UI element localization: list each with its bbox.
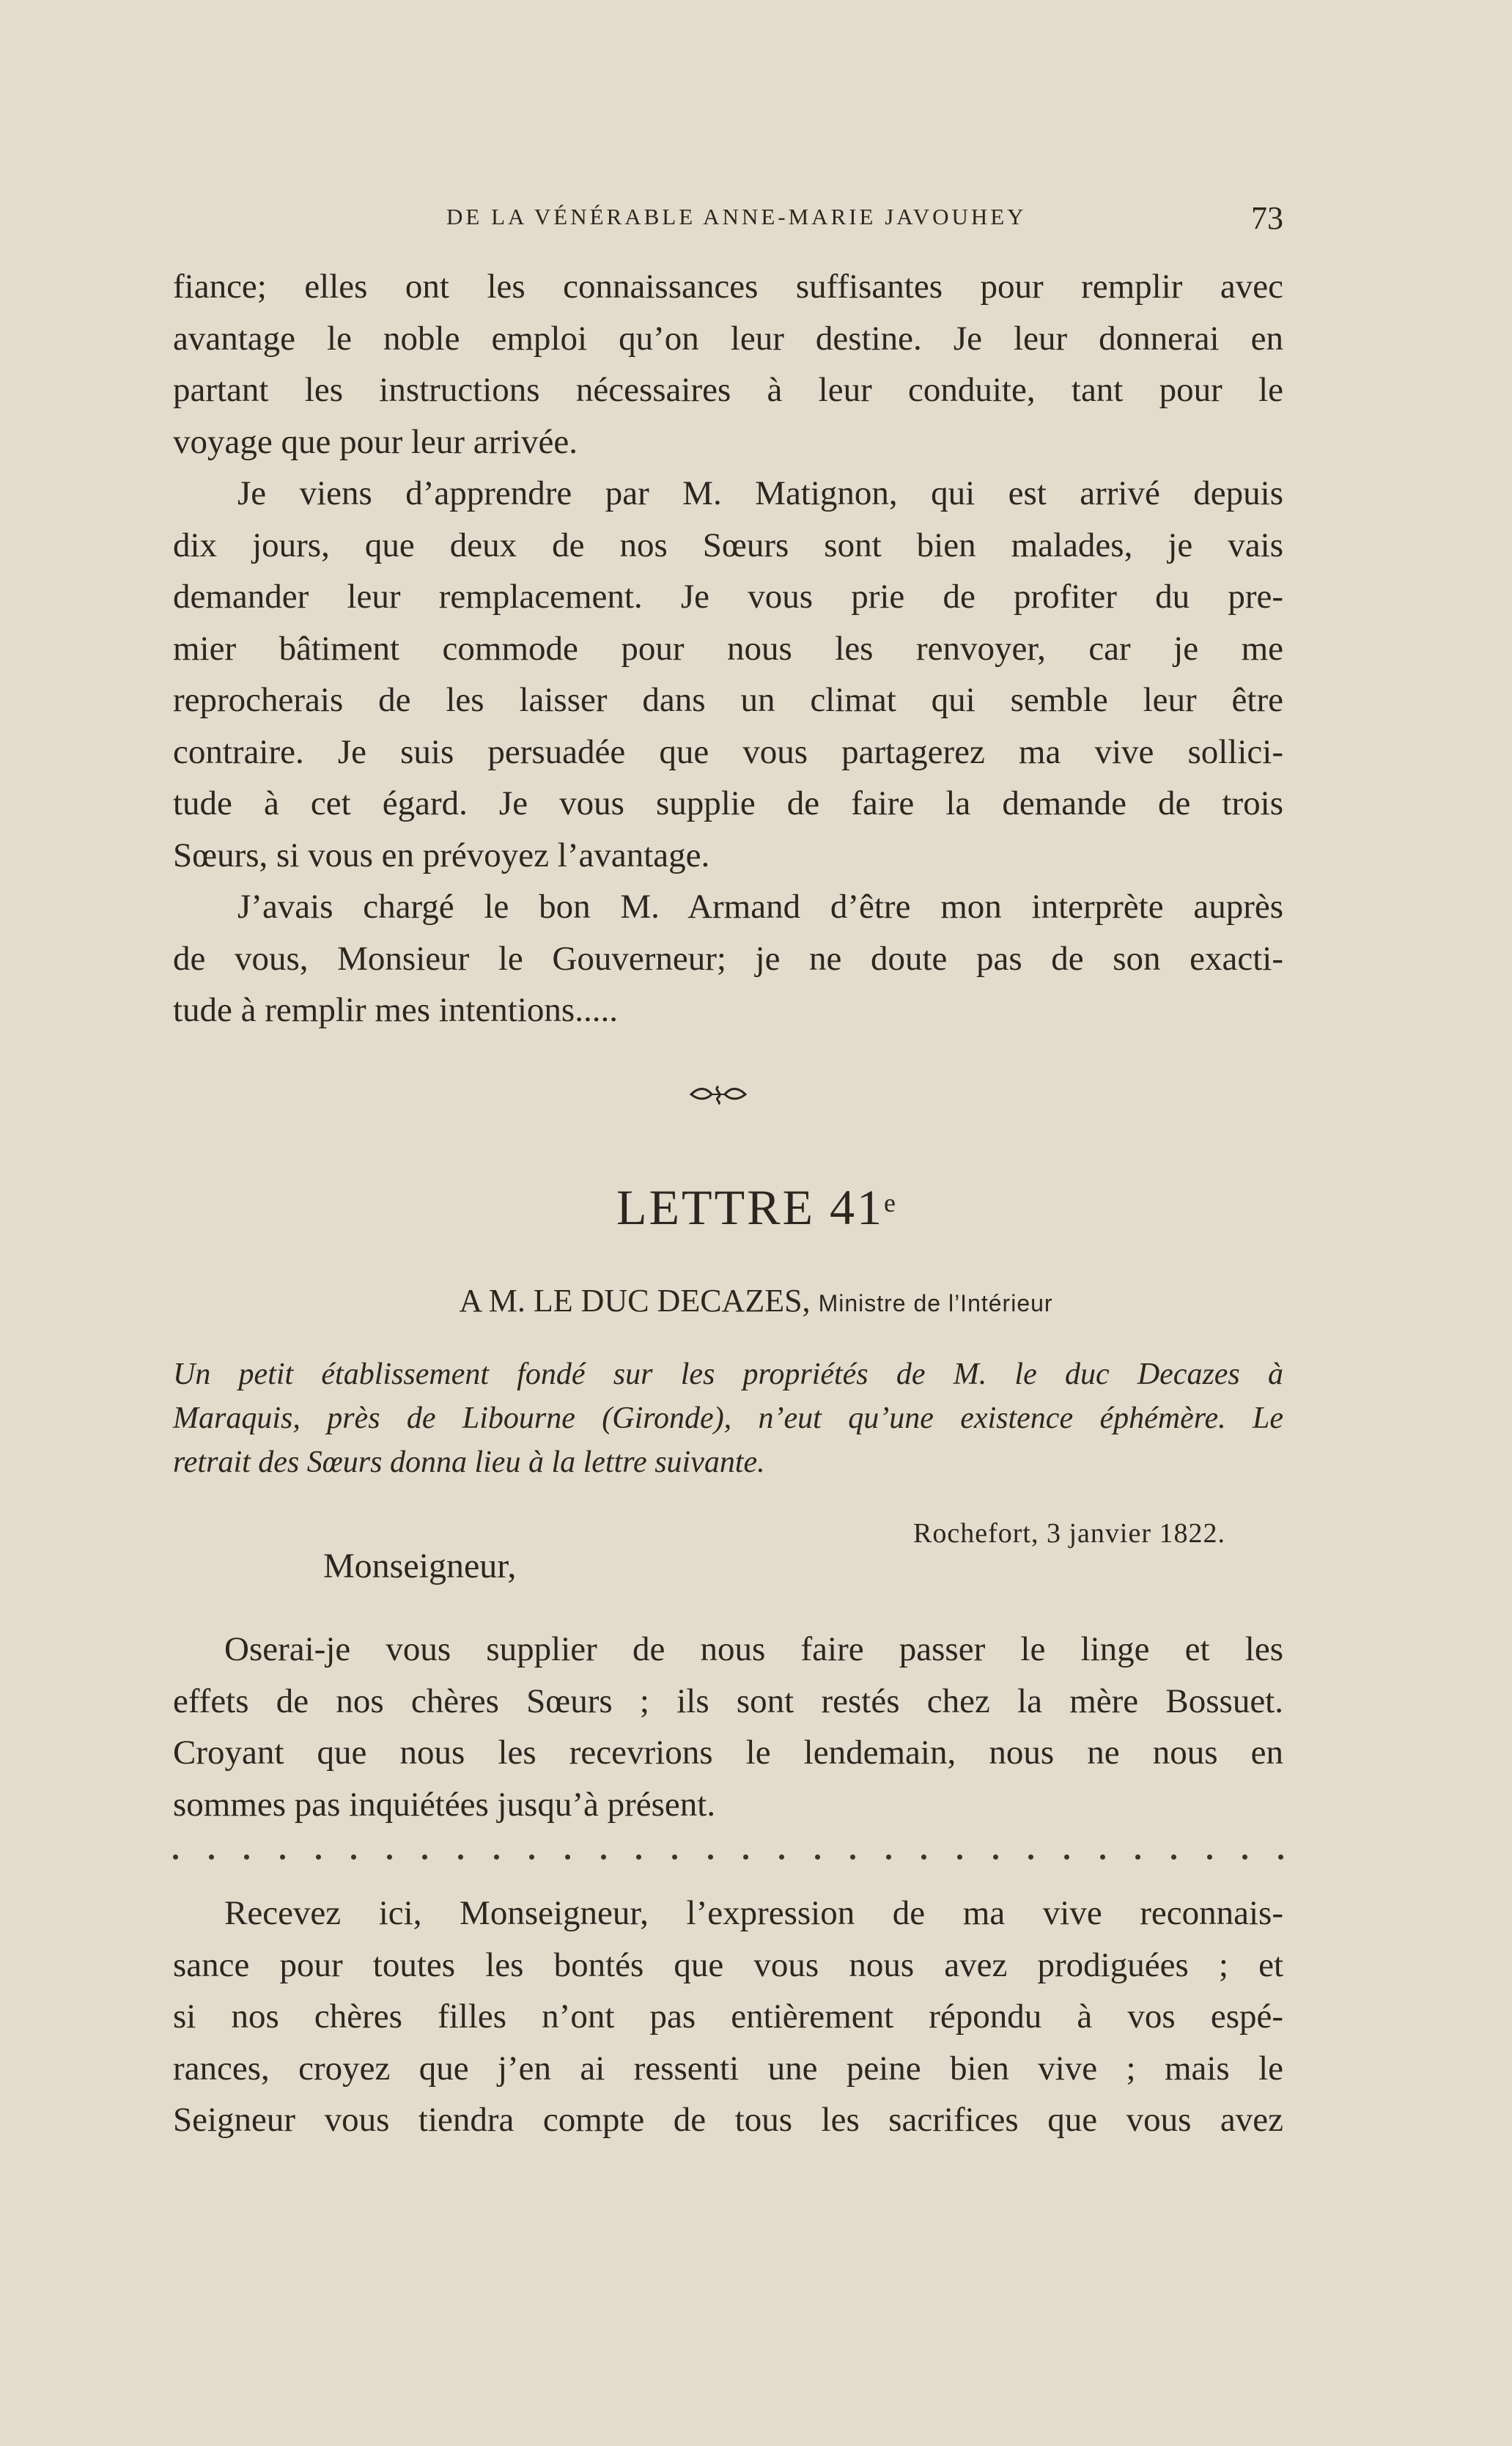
- omission-dots: [173, 1846, 1283, 1868]
- text-line: dix jours, que deux de nos Sœurs sont bien malades, je vais: [173, 526, 1283, 564]
- text-line: contraire. Je suis persuadée que vous partagerez ma vive sollici-: [173, 732, 1283, 771]
- text-line: sommes pas inquiétées jusqu’à présent.: [173, 1785, 716, 1824]
- salutation: Monseigneur,: [323, 1547, 517, 1585]
- text-line: de vous, Monsieur le Gouverneur; je ne doute pas de son exacti-: [173, 939, 1283, 978]
- dateline: Rochefort, 3 janvier 1822.: [913, 1518, 1225, 1549]
- text-line: voyage que pour leur arrivée.: [173, 422, 578, 461]
- text-line: fiance; elles ont les connaissances suffisantes pour remplir avec: [173, 268, 1283, 306]
- ornament-divider-icon: [690, 1084, 747, 1105]
- letter-title-text: LETTRE 41: [616, 1179, 885, 1235]
- letter-title: [0, 1178, 1512, 1237]
- text-line: reprocherais de les laisser dans un climat qui semble leur être: [173, 681, 1283, 719]
- running-title: DE LA VÉNÉRABLE ANNE-MARIE JAVOUHEY: [446, 204, 1027, 229]
- text-line: Croyant que nous les recevrions le lendemain, nous ne nous en: [173, 1734, 1283, 1772]
- note-line: Un petit établissement fondé sur les propriétés de M. le duc Decazes à: [173, 1358, 1283, 1391]
- text-line: Je viens d’apprendre par M. Matignon, qui est arrivé depuis: [237, 474, 1283, 512]
- page-number: 73: [1251, 200, 1283, 236]
- recipient-role: Ministre de l’Intérieur: [818, 1290, 1053, 1316]
- text-line: Oserai-je vous supplier de nous faire passer le linge et les: [224, 1630, 1283, 1668]
- letter-body-part-1: [173, 1624, 1283, 1830]
- letter-title-suffix: e: [884, 1188, 896, 1218]
- text-line: demander leur remplacement. Je vous prie de profiter du pre-: [173, 578, 1283, 616]
- text-line: Recevez ici, Monseigneur, l’expression de ma vive reconnais-: [224, 1894, 1283, 1932]
- text-line: tude à remplir mes intentions.....: [173, 991, 618, 1029]
- text-line: sance pour toutes les bontés que vous nous avez prodiguées ; et: [173, 1945, 1283, 1984]
- text-line: rances, croyez que j’en ai ressenti une peine bien vive ; mais le: [173, 2049, 1283, 2088]
- note-line: Maraquis, près de Libourne (Gironde), n’eut qu’une existence éphémère. Le: [173, 1401, 1283, 1435]
- text-line: si nos chères filles n’ont pas entièrement répondu à vos espé-: [173, 1997, 1283, 2036]
- running-head: [173, 199, 1283, 236]
- recipient-name: A M. LE DUC DECAZES,: [459, 1283, 811, 1319]
- continued-letter-text: [173, 261, 1283, 1036]
- text-line: Sœurs, si vous en prévoyez l’avantage.: [173, 836, 710, 874]
- text-line: Seigneur vous tiendra compte de tous les sacrifices que vous avez: [173, 2101, 1283, 2139]
- text-line: J’avais chargé le bon M. Armand d’être mon interprète auprès: [237, 888, 1283, 926]
- text-line: avantage le noble emploi qu’on leur destine. Je leur donnerai en: [173, 319, 1283, 358]
- note-line: retrait des Sœurs donna lieu à la lettre suivante.: [173, 1445, 765, 1479]
- letter-recipient: [0, 1279, 1512, 1325]
- text-line: effets de nos chères Sœurs ; ils sont restés chez la mère Bossuet.: [173, 1681, 1283, 1720]
- letter-body-part-2: [173, 1887, 1283, 2146]
- text-line: partant les instructions nécessaires à leur conduite, tant pour le: [173, 371, 1283, 409]
- text-line: tude à cet égard. Je vous supplie de faire la demande de trois: [173, 784, 1283, 822]
- editorial-note: [173, 1352, 1283, 1484]
- text-line: mier bâtiment commode pour nous les renvoyer, car je me: [173, 629, 1283, 668]
